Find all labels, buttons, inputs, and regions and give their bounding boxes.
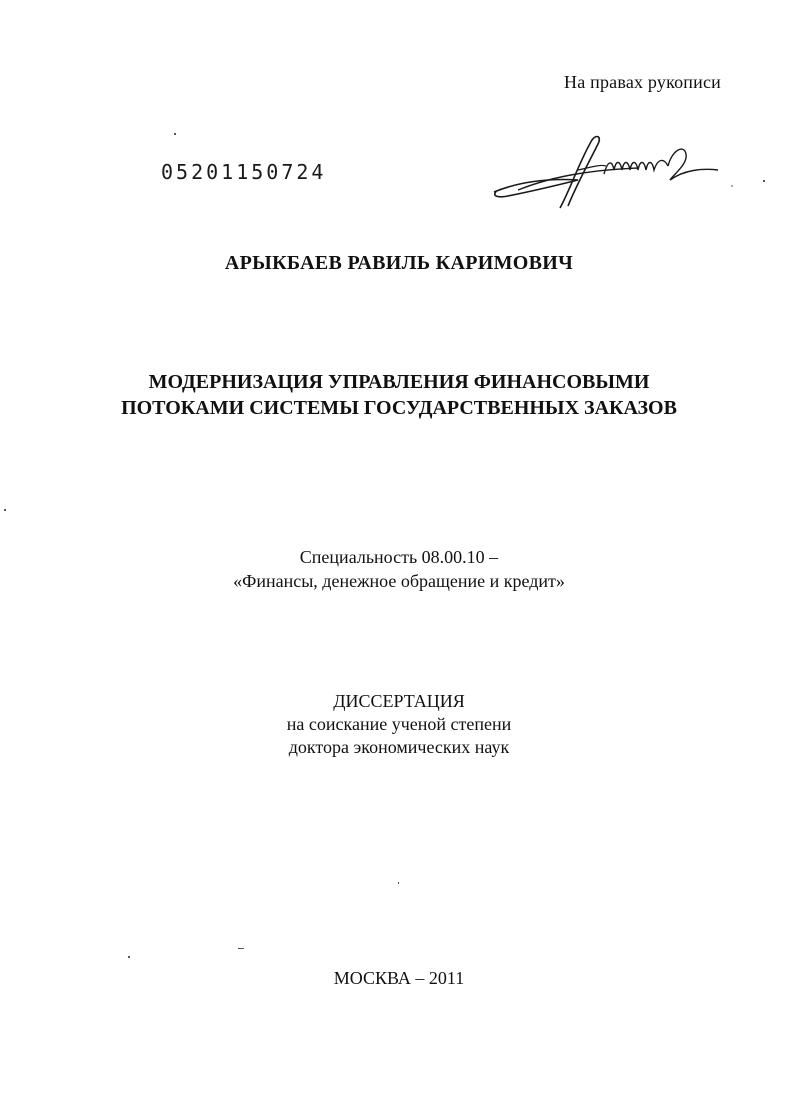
scan-speck [763,180,765,182]
manuscript-note: На правах рукописи [564,72,721,92]
degree-line-1: на соискание ученой степени [286,714,512,734]
scan-speck [398,882,399,884]
author-name: АРЫКБАЕВ РАВИЛЬ КАРИМОВИЧ [224,252,574,274]
handwritten-signature-icon [488,130,738,216]
dissertation-title [0,369,798,421]
specialty-name: «Финансы, денежное обращение и кредит» [233,571,565,591]
specialty-block [0,545,798,593]
scan-speck [128,956,130,958]
scan-speck [174,133,176,135]
city-year: МОСКВА – 2011 [333,968,465,988]
specialty-code: Специальность 08.00.10 – [299,547,499,567]
dissertation-heading: ДИССЕРТАЦИЯ [333,691,465,711]
document-number: 05201150724 [161,160,327,184]
title-line-1: МОДЕРНИЗАЦИЯ УПРАВЛЕНИЯ ФИНАНСОВЫМИ [148,371,650,393]
title-line-2: ПОТОКАМИ СИСТЕМЫ ГОСУДАРСТВЕННЫХ ЗАКАЗОВ [121,397,677,419]
scan-speck [4,509,6,511]
scan-speck [238,948,244,949]
degree-line-2: доктора экономических наук [288,737,510,757]
dissertation-block [0,690,798,759]
